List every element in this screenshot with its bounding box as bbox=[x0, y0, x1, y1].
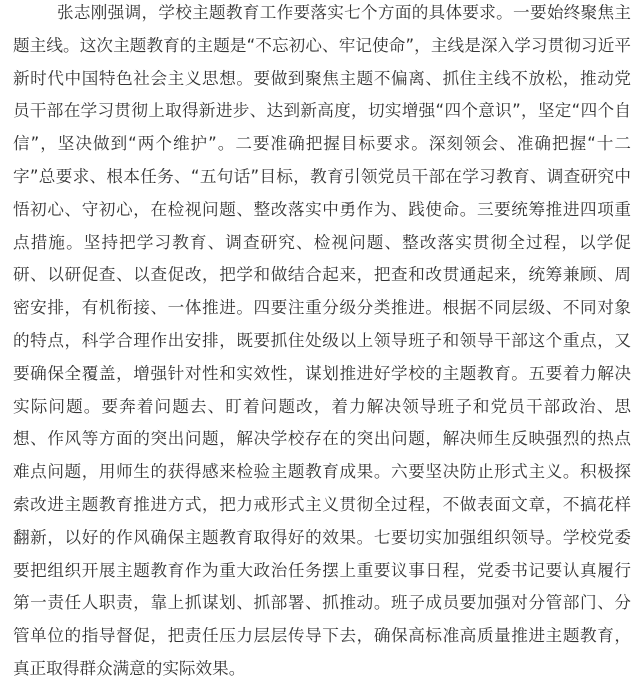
paragraph-line: 研、以研促查、以查促改，把学和做结合起来，把查和改贯通起来，统筹兼顾、周 bbox=[13, 265, 631, 285]
paragraph-line: 难点问题，用师生的获得感来检验主题教育成果。六要坚决防止形式主义。积极探 bbox=[13, 462, 631, 482]
paragraph-line: 翻新，以好的作风确保主题教育取得好的效果。七要切实加强组织领导。学校党委 bbox=[13, 527, 631, 547]
paragraph-line: 题主线。这次主题教育的主题是“不忘初心、牢记使命”，主线是深入学习贯彻习近平 bbox=[13, 35, 631, 55]
paragraph-line: 张志刚强调，学校主题教育工作要落实七个方面的具体要求。一要始终聚焦主 bbox=[57, 3, 631, 22]
paragraph-line: 悟初心、守初心，在检视问题、整改落实中勇作为、践使命。三要统筹推进四项重 bbox=[13, 199, 631, 219]
paragraph-line: 新时代中国特色社会主义思想。要做到聚焦主题不偏离、抓住主线不放松，推动党 bbox=[13, 68, 631, 88]
article-body bbox=[13, 0, 631, 678]
paragraph-line: 想、作风等方面的突出问题，解决学校存在的突出问题，解决师生反映强烈的热点 bbox=[13, 429, 631, 449]
paragraph-line: 管单位的指导督促，把责任压力层层传导下去，确保高标准高质量推进主题教育， bbox=[13, 626, 631, 646]
paragraph-line: 要确保全覆盖，增强针对性和实效性，谋划推进好学校的主题教育。五要着力解决 bbox=[13, 363, 631, 383]
paragraph-line: 信”，坚决做到“两个维护”。二要准确把握目标要求。深刻领会、准确把握“十二 bbox=[13, 134, 631, 154]
paragraph-line: 员干部在学习贯彻上取得新进步、达到新高度，切实增强“四个意识”，坚定“四个自 bbox=[13, 101, 631, 121]
paragraph-line: 索改进主题教育推进方式，把力戒形式主义贯彻全过程，不做表面文章，不搞花样 bbox=[13, 494, 631, 514]
paragraph-line: 的特点，科学合理作出安排，既要抓住处级以上领导班子和领导干部这个重点，又 bbox=[13, 330, 631, 350]
paragraph-line: 实际问题。要奔着问题去、盯着问题改，着力解决领导班子和党员干部政治、思 bbox=[13, 396, 631, 416]
paragraph-line: 要把组织开展主题教育作为重大政治任务摆上重要议事日程，党委书记要认真履行 bbox=[13, 560, 631, 580]
paragraph-line: 密安排，有机衔接、一体推进。四要注重分级分类推进。根据不同层级、不同对象 bbox=[13, 298, 631, 318]
paragraph-line: 第一责任人职责，靠上抓谋划、抓部署、抓推动。班子成员要加强对分管部门、分 bbox=[13, 593, 631, 613]
paragraph-line: 字”总要求、根本任务、“五句话”目标，教育引领党员干部在学习教育、调查研究中 bbox=[13, 166, 631, 186]
paragraph-line: 真正取得群众满意的实际效果。 bbox=[13, 658, 246, 678]
paragraph-line: 点措施。坚持把学习教育、调查研究、检视问题、整改落实贯彻全过程，以学促 bbox=[13, 232, 631, 252]
